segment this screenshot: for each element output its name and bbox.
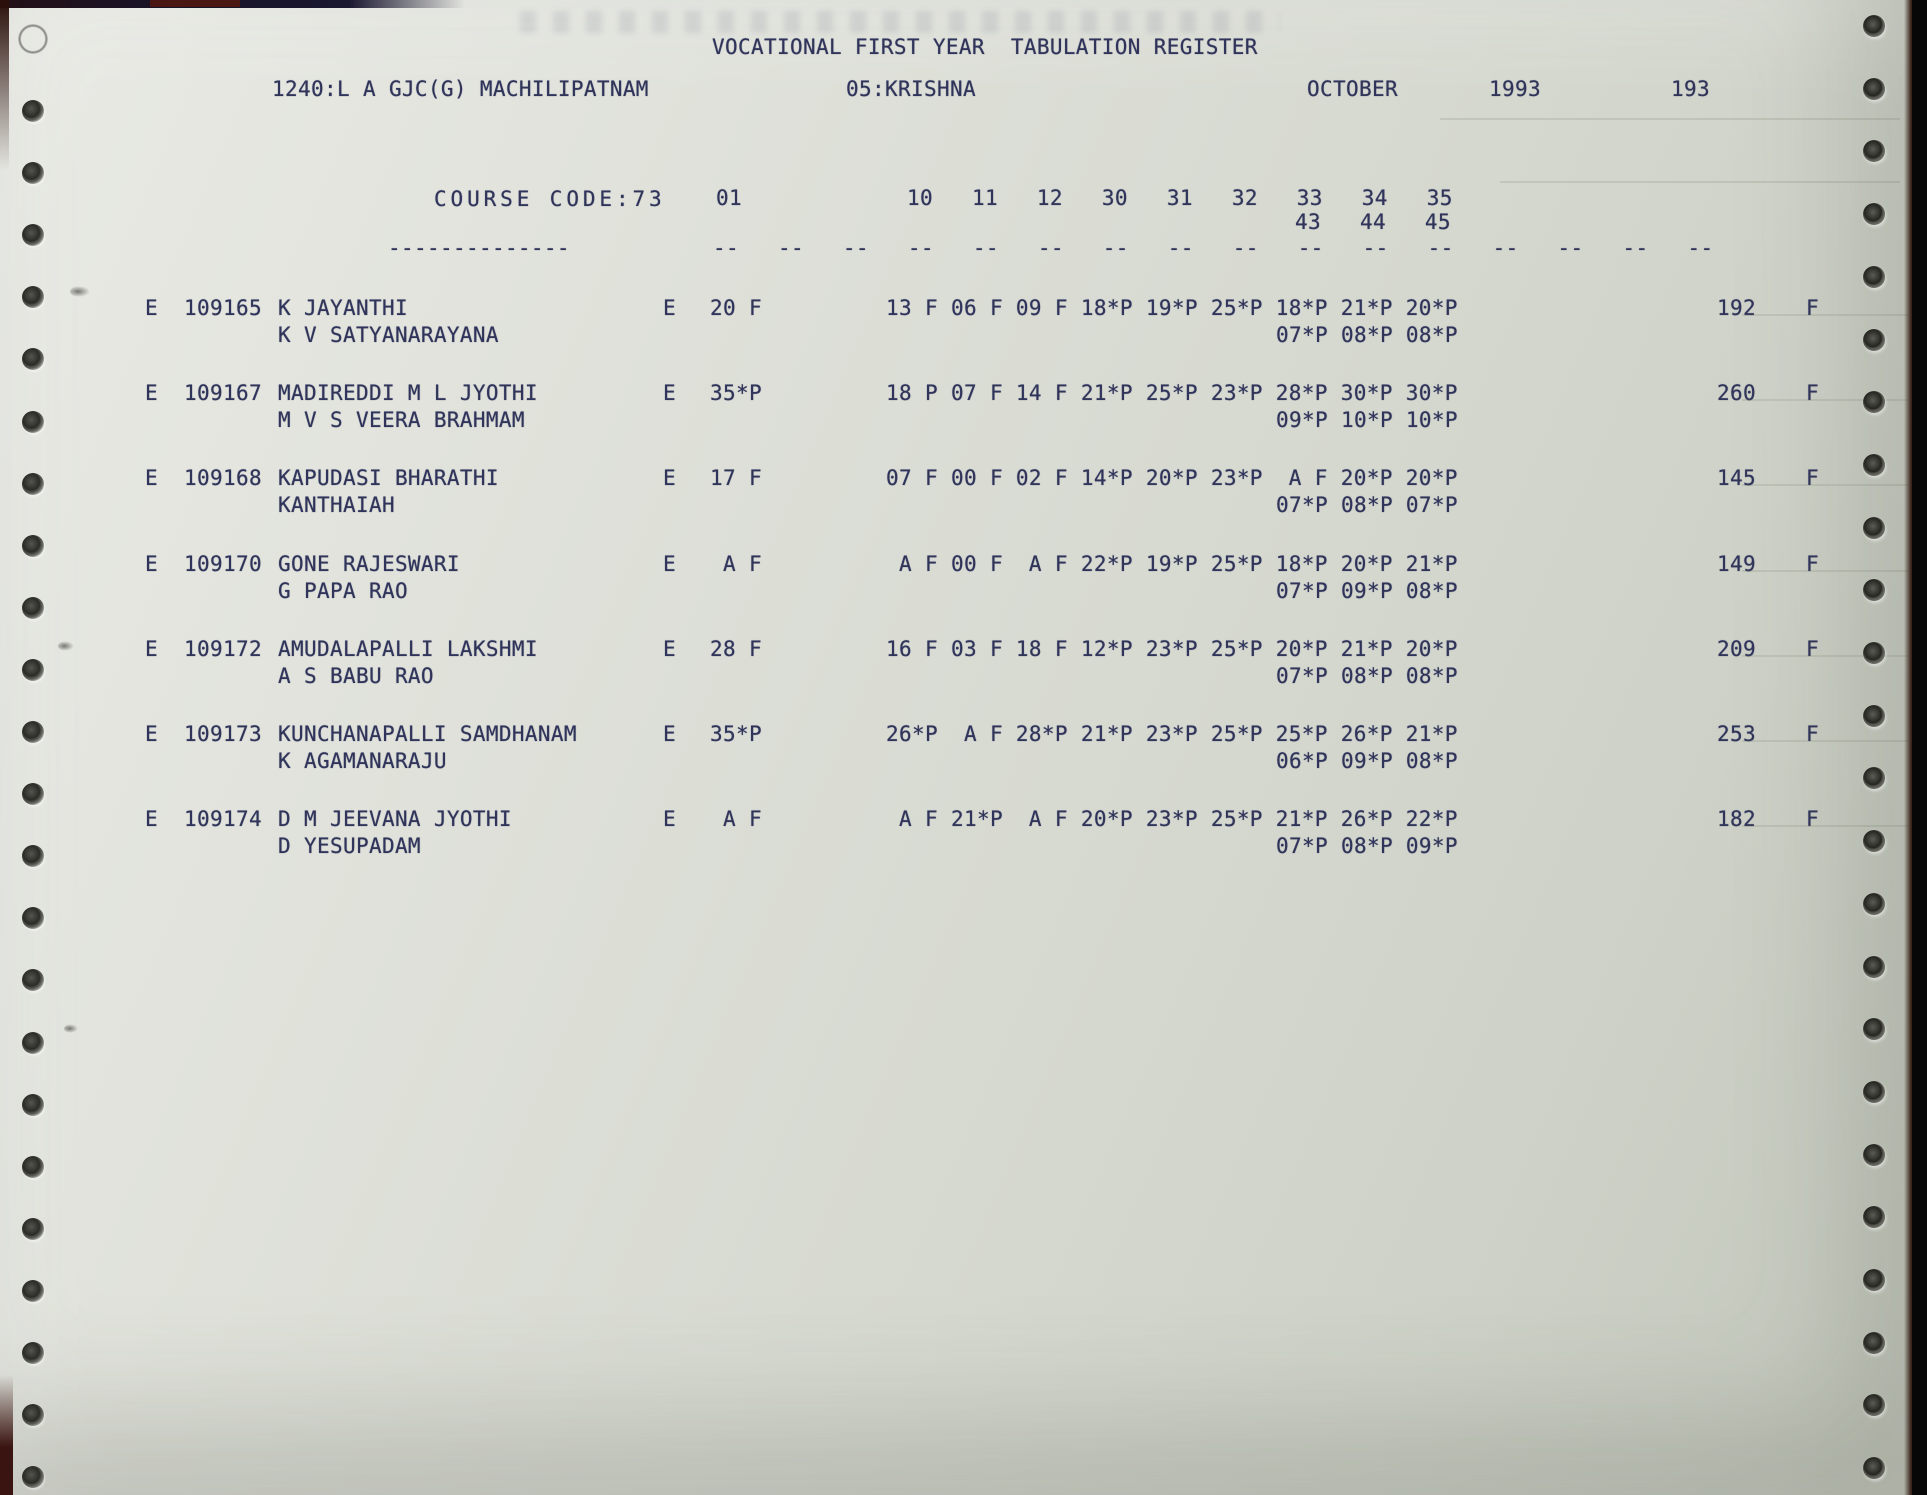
feed-hole [22,1156,44,1178]
exam-medium-flag: E [663,637,676,661]
feed-hole [1863,1394,1885,1416]
student-row [0,638,1912,700]
guardian-name: K AGAMANARAJU [278,749,447,773]
bleedthrough-rule [1500,181,1900,183]
feed-hole [1863,642,1885,664]
feed-hole [22,473,44,495]
subject-01-mark: 35*P [710,722,762,746]
medium-flag: E [145,381,158,405]
exam-medium-flag: E [663,296,676,320]
student-row [0,553,1912,615]
student-name: GONE RAJESWARI [278,552,460,576]
student-row [0,723,1912,785]
subject-marks-line2: 06*P 09*P 08*P [1276,749,1458,773]
student-row [0,808,1912,870]
feed-hole [1863,266,1885,288]
medium-flag: E [145,552,158,576]
subject-marks-line2: 09*P 10*P 10*P [1276,408,1458,432]
paper-top-edge-red [150,0,240,7]
ink-smudge [70,286,90,297]
guardian-name: G PAPA RAO [278,579,408,603]
result-flag: F [1806,296,1819,320]
total-marks: 149 [1717,552,1756,576]
centre-code-name: 1240:L A GJC(G) MACHILIPATNAM [272,77,649,101]
student-row [0,382,1912,444]
student-row [0,297,1912,359]
feed-hole [22,1404,44,1426]
subject-marks-line1: A F 00 F A F 22*P 19*P 25*P 18*P 20*P 21*P [886,552,1458,576]
feed-hole [1863,1457,1885,1479]
ink-smudge [64,1024,78,1033]
register-number: 109170 [184,552,262,576]
subject-marks-line1: 13 F 06 F 09 F 18*P 19*P 25*P 18*P 21*P 20*P [886,296,1458,320]
result-flag: F [1806,552,1819,576]
total-marks: 182 [1717,807,1756,831]
guardian-name: D YESUPADAM [278,834,421,858]
student-name: KUNCHANAPALLI SAMDHANAM [278,722,577,746]
bleedthrough-rule [1742,825,1908,827]
medium-flag: E [145,466,158,490]
subject-marks-line2: 07*P 08*P 08*P [1276,664,1458,688]
exam-medium-flag: E [663,466,676,490]
exam-medium-flag: E [663,722,676,746]
total-marks: 260 [1717,381,1756,405]
register-number: 109165 [184,296,262,320]
subject-code-01: 01 [716,186,742,210]
subject-marks-line2: 07*P 08*P 08*P [1276,323,1458,347]
page-title: VOCATIONAL FIRST YEAR TABULATION REGISTER [712,35,1258,59]
student-name: D M JEEVANA JYOTHI [278,807,512,831]
subject-01-mark: A F [710,807,762,831]
course-code-underline: -------------- [388,236,570,260]
subject-codes-row2: 43 44 45 [1295,210,1451,234]
subject-01-mark: 28 F [710,637,762,661]
guardian-name: K V SATYANARAYANA [278,323,499,347]
feed-hole [22,1342,44,1364]
register-number: 109173 [184,722,262,746]
subject-01-mark: 17 F [710,466,762,490]
exam-medium-flag: E [663,552,676,576]
feed-hole [22,224,44,246]
result-flag: F [1806,466,1819,490]
feed-hole [1863,454,1885,476]
feed-hole [22,1094,44,1116]
feed-hole [22,721,44,743]
subject-codes-row1: 10 11 12 30 31 32 33 34 35 [907,186,1453,210]
subject-marks-line1: A F 21*P A F 20*P 23*P 25*P 21*P 26*P 22*P [886,807,1458,831]
subject-marks-line2: 07*P 09*P 08*P [1276,579,1458,603]
bleedthrough-rule [1440,118,1900,120]
feed-hole [22,162,44,184]
feed-hole [22,100,44,122]
bleedthrough-rule [1742,570,1908,572]
feed-hole [22,845,44,867]
paper-left-edge-top [0,0,9,170]
feed-hole [1863,391,1885,413]
feed-hole [22,597,44,619]
total-marks: 192 [1717,296,1756,320]
ink-smudge [58,641,74,651]
feed-hole [1863,517,1885,539]
bleedthrough-rule [1742,740,1908,742]
subject-marks-line1: 26*P A F 28*P 21*P 23*P 25*P 25*P 26*P 21*P [886,722,1458,746]
feed-hole [1863,78,1885,100]
feed-hole [1863,1018,1885,1040]
feed-hole [22,659,44,681]
feed-hole [1863,1144,1885,1166]
register-number: 109174 [184,807,262,831]
paper-left-edge-bottom [0,1375,13,1495]
result-flag: F [1806,637,1819,661]
medium-flag: E [145,637,158,661]
scan-right-border [1912,0,1927,1495]
feed-hole [1863,705,1885,727]
register-number: 109172 [184,637,262,661]
exam-year: 1993 [1489,77,1541,101]
exam-medium-flag: E [663,381,676,405]
district-code-name: 05:KRISHNA [846,77,976,101]
student-name: MADIREDDI M L JYOTHI [278,381,538,405]
medium-flag: E [145,807,158,831]
feed-hole [22,969,44,991]
feed-hole [1863,956,1885,978]
subject-marks-line2: 07*P 08*P 07*P [1276,493,1458,517]
subject-marks-line1: 16 F 03 F 18 F 12*P 23*P 25*P 20*P 21*P 20*P [886,637,1458,661]
subject-01-mark: A F [710,552,762,576]
feed-hole [22,411,44,433]
bleedthrough-rule [1742,314,1908,316]
feed-hole [22,1218,44,1240]
subject-01-mark: 20 F [710,296,762,320]
subject-01-mark: 35*P [710,381,762,405]
feed-hole [1863,1081,1885,1103]
exam-medium-flag: E [663,807,676,831]
exam-month: OCTOBER [1307,77,1398,101]
student-name: AMUDALAPALLI LAKSHMI [278,637,538,661]
guardian-name: KANTHAIAH [278,493,395,517]
feed-hole [1863,140,1885,162]
register-number: 109167 [184,381,262,405]
total-marks: 209 [1717,637,1756,661]
feed-hole [22,535,44,557]
feed-hole [1863,893,1885,915]
student-name: K JAYANTHI [278,296,408,320]
subject-marks-line1: 07 F 00 F 02 F 14*P 20*P 23*P A F 20*P 20*P [886,466,1458,490]
student-name: KAPUDASI BHARATHI [278,466,499,490]
feed-hole [1863,1206,1885,1228]
feed-hole [1863,1332,1885,1354]
register-number: 109168 [184,466,262,490]
feed-hole [1863,579,1885,601]
medium-flag: E [145,722,158,746]
feed-hole [18,24,48,54]
feed-hole [22,1466,44,1488]
feed-hole [22,286,44,308]
feed-hole [22,783,44,805]
subject-marks-line1: 18 P 07 F 14 F 21*P 25*P 23*P 28*P 30*P 30*P [886,381,1458,405]
bleedthrough-ghost-text [520,11,1280,33]
feed-hole [1863,1269,1885,1291]
result-flag: F [1806,722,1819,746]
feed-hole [1863,830,1885,852]
feed-hole [1863,767,1885,789]
guardian-name: M V S VEERA BRAHMAM [278,408,525,432]
feed-hole [22,907,44,929]
total-marks: 253 [1717,722,1756,746]
feed-hole [22,1280,44,1302]
result-flag: F [1806,381,1819,405]
sheet-number: 193 [1671,77,1710,101]
column-dashes-row: -- -- -- -- -- -- -- -- -- -- -- -- -- -- -- -- [713,236,1714,260]
bleedthrough-rule [1742,484,1908,486]
subject-marks-line2: 07*P 08*P 09*P [1276,834,1458,858]
feed-hole [22,1032,44,1054]
feed-hole [1863,203,1885,225]
feed-hole [1863,329,1885,351]
guardian-name: A S BABU RAO [278,664,434,688]
course-code-label: COURSE CODE:73 [434,187,666,211]
feed-hole [1863,15,1885,37]
total-marks: 145 [1717,466,1756,490]
medium-flag: E [145,296,158,320]
student-row [0,467,1912,529]
result-flag: F [1806,807,1819,831]
feed-hole [22,348,44,370]
